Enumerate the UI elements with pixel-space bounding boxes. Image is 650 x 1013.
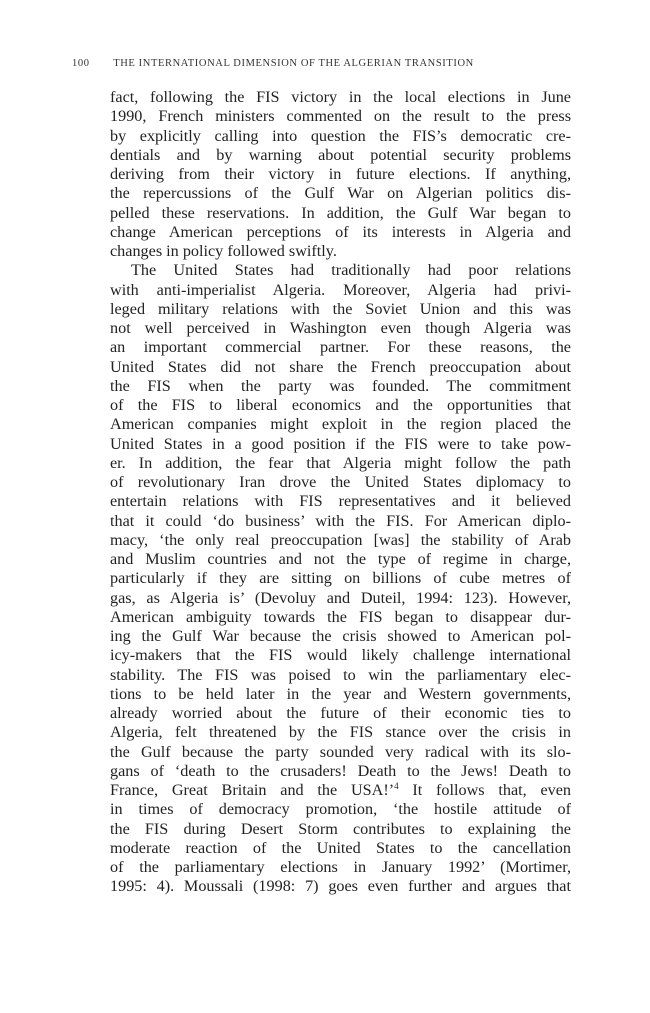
text-line: icy-makers that the FIS would likely challenge international (110, 646, 571, 665)
body-text (110, 88, 571, 897)
text-line: gas, as Algeria is’ (Devoluy and Duteil, 1994: 123). However, (110, 588, 571, 607)
text-line: that it could ‘do business’ with the FIS. For American diplo- (110, 511, 571, 530)
text-line: 1990, French ministers commented on the result to the press (110, 107, 571, 126)
text-line: er. In addition, the fear that Algeria might follow the path (110, 453, 571, 472)
text-line: the Gulf because the party sounded very radical with its slo- (110, 742, 571, 761)
text-line: the FIS when the party was founded. The commitment (110, 376, 571, 395)
text-line: 1995: 4). Moussali (1998: 7) goes even further and argues that (110, 877, 571, 896)
text-line: not well perceived in Washington even though Algeria was (110, 319, 571, 337)
text-line: of revolutionary Iran drove the United States diplomacy to (110, 473, 571, 491)
text-line: The United States had traditionally had poor relations (131, 261, 571, 280)
text-line: deriving from their victory in future elections. If anything, (110, 165, 571, 183)
running-head (72, 58, 592, 72)
text-line: changes in policy followed swiftly. (110, 242, 337, 260)
footnote-line-before: France, Great Britain and the USA!’ (110, 781, 395, 799)
text-line: of the FIS to liberal economics and the opportunities that (110, 396, 571, 414)
text-line: change American perceptions of its interests in Algeria and (110, 222, 571, 241)
text-line: stability. The FIS was poised to win the parliamentary elec- (110, 665, 571, 684)
page-number: 100 (72, 58, 90, 69)
text-line: ing the Gulf War because the crisis showed to American pol- (110, 627, 571, 645)
text-line: Algeria, felt threatened by the FIS stance over the crisis in (110, 723, 571, 742)
text-line: moderate reaction of the United States to the cancellation (110, 838, 571, 857)
text-line-with-footnote (110, 781, 571, 800)
running-title: THE INTERNATIONAL DIMENSION OF THE ALGERIAN TRANSITION (113, 58, 474, 69)
text-line: United States in a good position if the FIS were to take pow- (110, 434, 571, 453)
text-line: entertain relations with FIS representatives and it believed (110, 492, 571, 511)
text-line: macy, ‘the only real preoccupation [was] the stability of Arab (110, 530, 571, 549)
text-line: American companies might exploit in the region placed the (110, 415, 571, 434)
text-line: with anti-imperialist Algeria. Moreover, Algeria had privi- (110, 280, 571, 299)
text-line: United States did not share the French preoccupation about (110, 357, 571, 376)
text-line: an important commercial partner. For these reasons, the (110, 338, 571, 357)
text-line: already worried about the future of their economic ties to (110, 704, 571, 722)
text-line: the repercussions of the Gulf War on Algerian politics dis- (110, 184, 571, 203)
text-line: and Muslim countries and not the type of regime in charge, (110, 550, 571, 568)
text-line: in times of democracy promotion, ‘the hostile attitude of (110, 800, 571, 819)
text-line: fact, following the FIS victory in the local elections in June (110, 88, 571, 106)
text-line: particularly if they are sitting on billions of cube metres of (110, 569, 571, 588)
text-line: pelled these reservations. In addition, the Gulf War began to (110, 203, 571, 222)
footnote-line-after: It follows that, even (398, 781, 572, 799)
text-line: leged military relations with the Soviet Union and this was (110, 299, 571, 318)
text-line: gans of ‘death to the crusaders! Death to the Jews! Death to (110, 761, 571, 780)
text-line: American ambiguity towards the FIS began to disappear dur- (110, 607, 571, 626)
text-line: dentials and by warning about potential security problems (110, 145, 571, 164)
text-line: of the parliamentary elections in January 1992’ (Mortimer, (110, 858, 571, 876)
text-line: the FIS during Desert Storm contributes to explaining the (110, 819, 571, 838)
text-line: tions to be held later in the year and Western governments, (110, 684, 571, 703)
text-line: by explicitly calling into question the FIS’s democratic cre- (110, 126, 571, 145)
footnote-reference: 4 (394, 781, 399, 791)
